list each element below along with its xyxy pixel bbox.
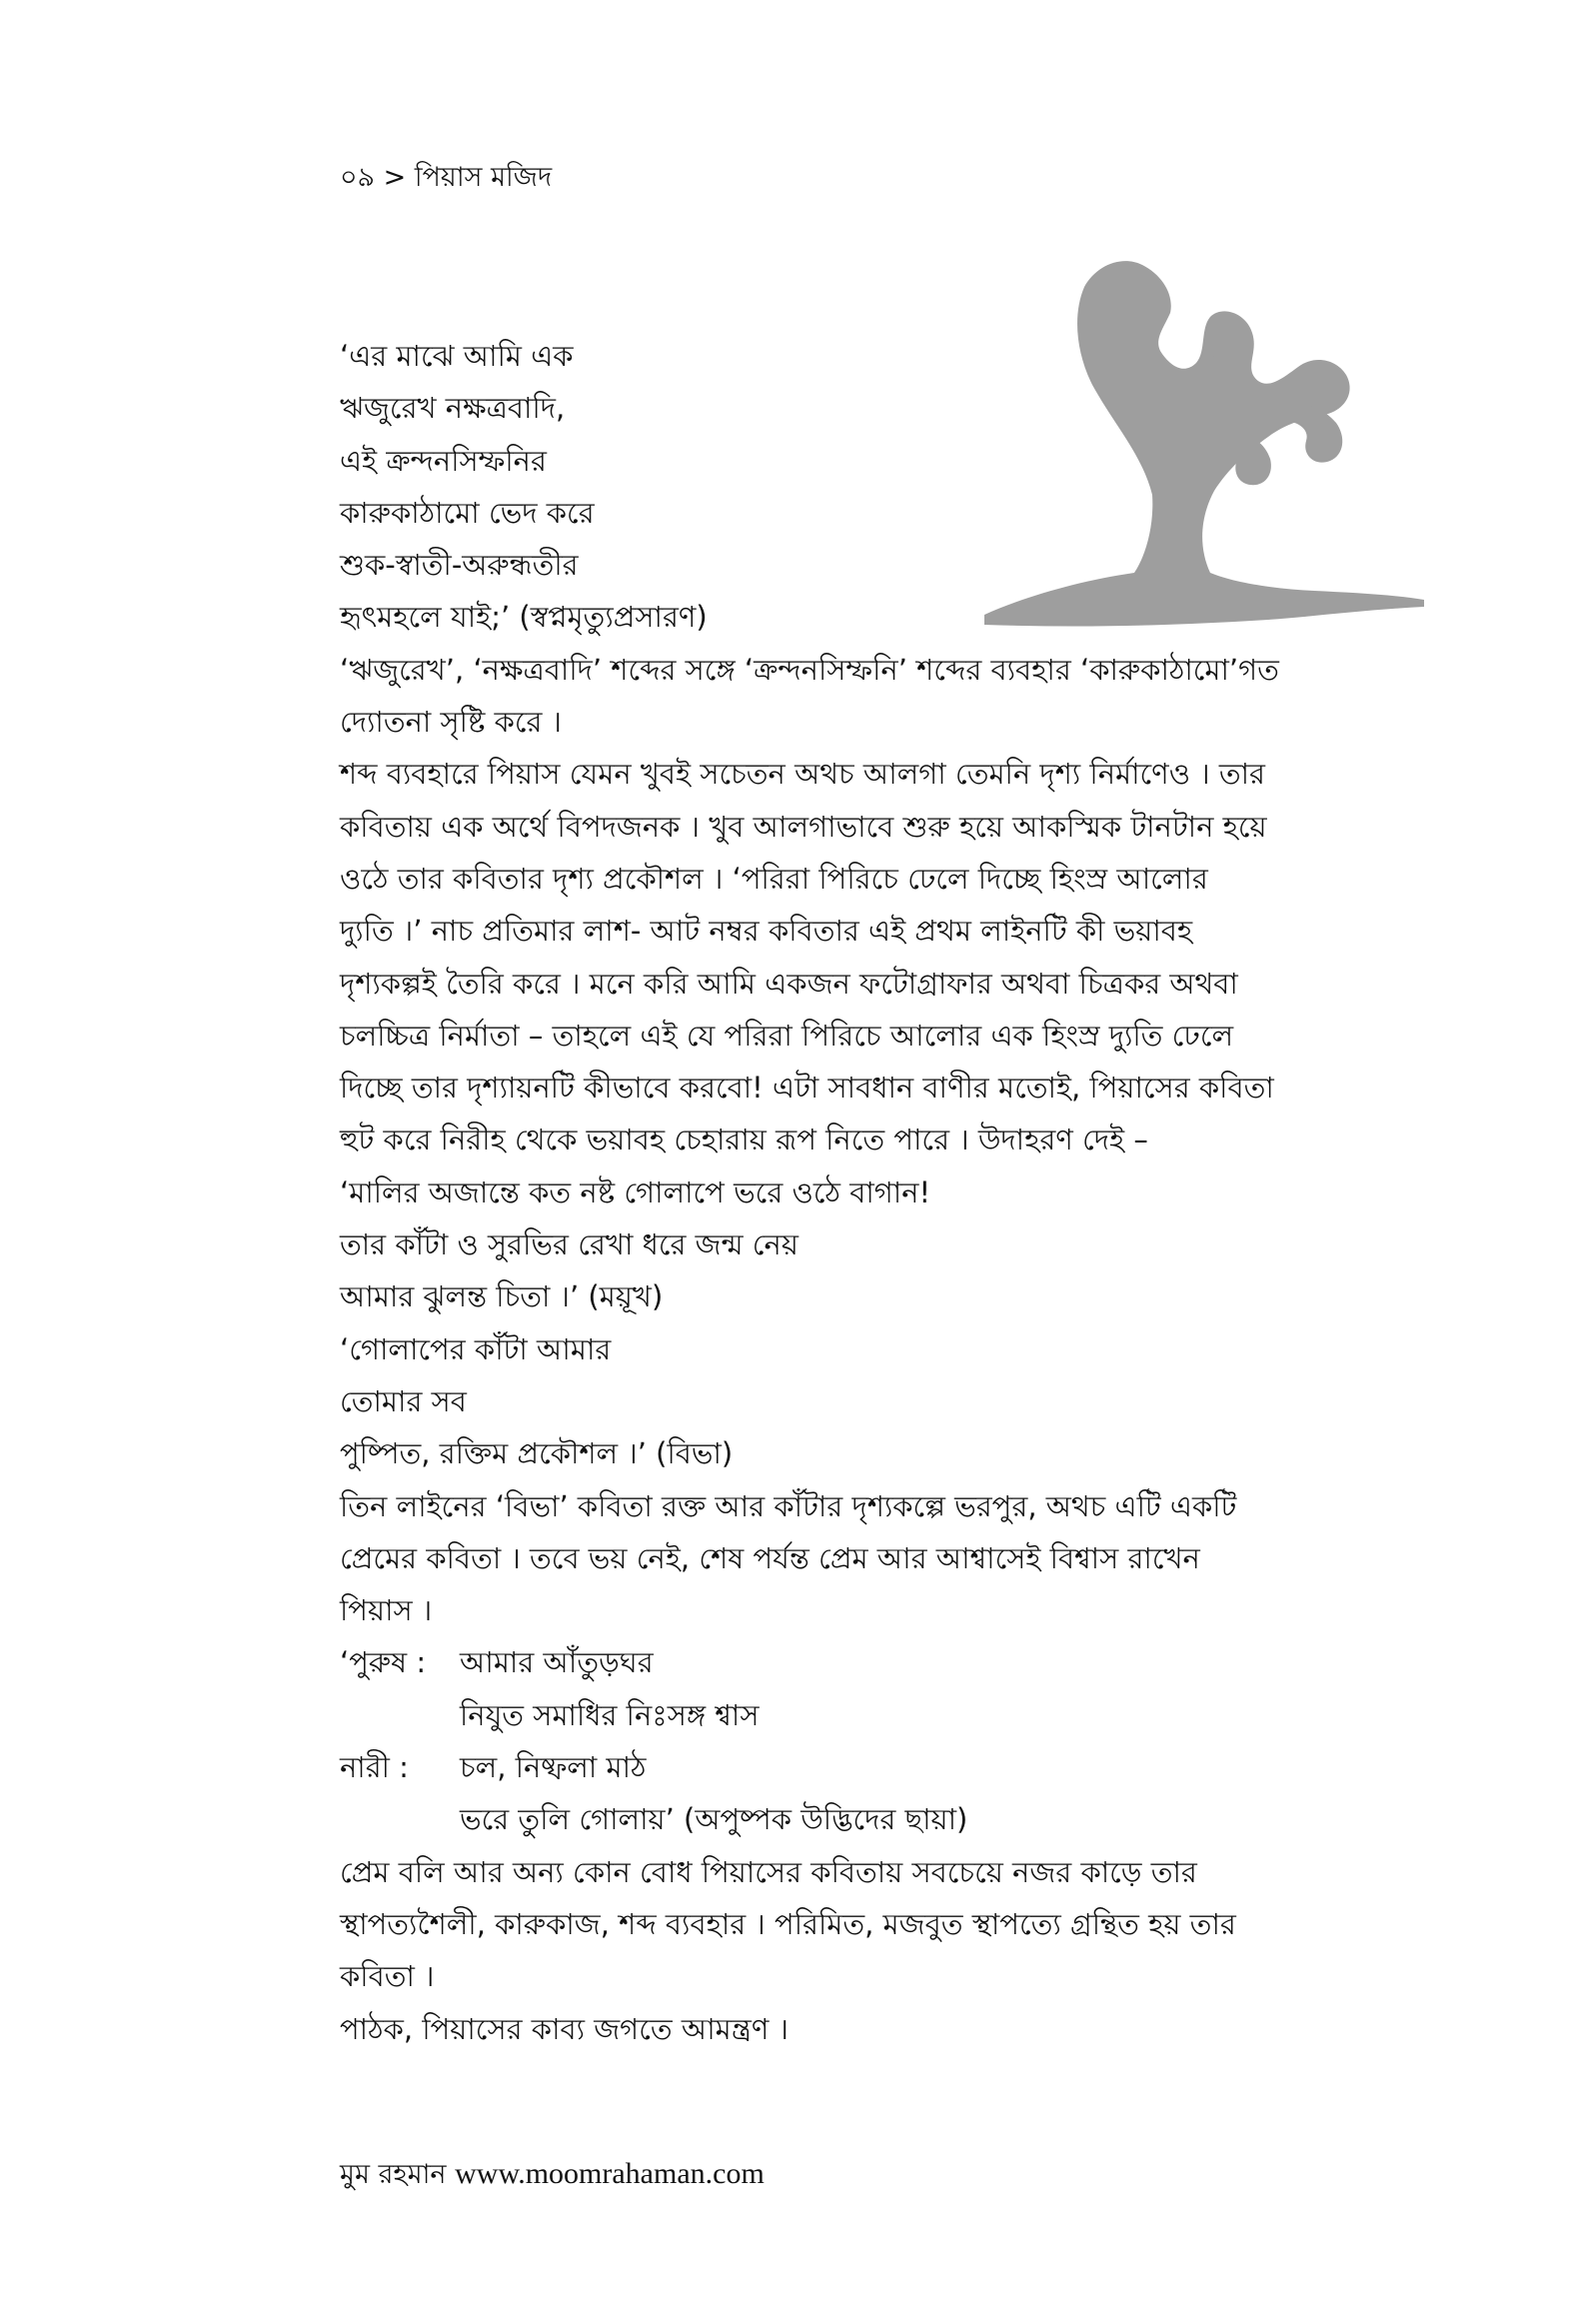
dialogue-text: চল, নিষ্ফলা মাঠ — [460, 1750, 647, 1785]
poem-excerpt — [340, 330, 1419, 644]
poem-line: তোমার সব — [340, 1383, 467, 1418]
dialogue-excerpt — [340, 1636, 1419, 1845]
dialogue-line — [340, 1793, 1419, 1845]
text-line: পিয়াস । — [340, 1593, 433, 1628]
text-line: ওঠে তার কবিতার দৃশ্য প্রকৌশল । ‘পরিরা পিরিচে ঢেলে দিচ্ছে হিংস্র আলোর — [340, 861, 1208, 896]
text-line: তিন লাইনের ‘বিভা’ কবিতা রক্ত আর কাঁটার দৃশ্যকল্পে ভরপুর, অথচ এটি একটি — [340, 1488, 1237, 1523]
poem-line: ‘গোলাপের কাঁটা আমার — [340, 1331, 612, 1366]
text-line: কবিতায় এক অর্থে বিপদজনক । খুব আলগাভাবে শুরু হয়ে আকস্মিক টানটান হয়ে — [340, 809, 1267, 844]
paragraph — [340, 644, 1419, 749]
dialogue-line — [340, 1636, 1419, 1688]
poem-line: তার কাঁটা ও সুরভির রেখা ধরে জন্ম নেয় — [340, 1227, 798, 1262]
paragraph — [340, 1846, 1419, 2003]
dialogue-text: নিযুত সমাধির নিঃসঙ্গ শ্বাস — [460, 1697, 760, 1732]
footer-url: www.moomrahaman.com — [455, 2157, 765, 2190]
paragraph — [340, 1480, 1419, 1637]
poem-line: ‘মালির অজান্তে কত নষ্ট গোলাপে ভরে ওঠে বাগান! — [340, 1174, 931, 1209]
closing-line: পাঠক, পিয়াসের কাব্য জগতে আমন্ত্রণ । — [340, 2011, 789, 2046]
poem-line: এই ক্রন্দনসিম্ফনির — [340, 443, 547, 478]
poem-line: আমার ঝুলন্ত চিতা ।’ (ময়ূখ) — [340, 1279, 664, 1314]
poem-line: কারুকাঠামো ভেদ করে — [340, 495, 595, 530]
running-head: ০৯ > পিয়াস মজিদ — [340, 162, 553, 193]
dialogue-line — [340, 1689, 1419, 1741]
poem-line: ‘এর মাঝে আমি এক — [340, 339, 574, 373]
paragraph — [340, 748, 1419, 1165]
poem-line: ঋজুরেখ নক্ষত্রবাদি, — [340, 391, 566, 426]
main-text — [340, 330, 1419, 2055]
poem-excerpt — [340, 1323, 1419, 1480]
speaker-label-nari: নারী : — [340, 1750, 409, 1785]
dialogue-text: ভরে তুলি গোলায়’ (অপুষ্পক উদ্ভিদের ছায়া) — [460, 1802, 968, 1837]
text-line: দৃশ্যকল্পই তৈরি করে । মনে করি আমি একজন ফটোগ্রাফার অথবা চিত্রকর অথবা — [340, 966, 1238, 1001]
text-line: স্থাপত্যশৈলী, কারুকাজ, শব্দ ব্যবহার । পরিমিত, মজবুত স্থাপত্যে গ্রন্থিত হয় তার — [340, 1906, 1236, 1941]
text-line: প্রেমের কবিতা । তবে ভয় নেই, শেষ পর্যন্ত প্রেম আর আশ্বাসেই বিশ্বাস রাখেন — [340, 1540, 1200, 1575]
text-line: দ্যুতি ।’ নাচ প্রতিমার লাশ- আট নম্বর কবিতার এই প্রথম লাইনটি কী ভয়াবহ — [340, 914, 1193, 949]
page-footer — [340, 2154, 765, 2195]
text-line: দিচ্ছে তার দৃশ্যায়নটি কীভাবে করবো! এটা সাবধান বাণীর মতোই, পিয়াসের কবিতা — [340, 1071, 1274, 1106]
speaker-label-purush: ‘পুরুষ : — [340, 1645, 427, 1680]
text-line: ‘ঋজুরেখ’, ‘নক্ষত্রবাদি’ শব্দের সঙ্গে ‘ক্রন্দনসিম্ফনি’ শব্দের ব্যবহার ‘কারুকাঠামো’গত — [340, 652, 1279, 687]
poem-line: হৃৎমহলে যাই;’ (স্বপ্নমৃত্যুপ্রসারণ) — [340, 600, 708, 635]
poem-line: শুক-স্বাতী-অরুন্ধতীর — [340, 548, 579, 583]
footer-author: মুম রহমান — [340, 2159, 447, 2190]
text-line: হুট করে নিরীহ থেকে ভয়াবহ চেহারায় রূপ নিতে পারে । উদাহরণ দেই – — [340, 1123, 1148, 1158]
text-line: কবিতা । — [340, 1959, 435, 1994]
dialogue-line — [340, 1741, 1419, 1793]
text-line: শব্দ ব্যবহারে পিয়াস যেমন খুবই সচেতন অথচ আলগা তেমনি দৃশ্য নির্মাণেও । তার — [340, 757, 1265, 792]
dialogue-text: আমার আঁতুড়ঘর — [460, 1645, 654, 1680]
text-line: প্রেম বলি আর অন্য কোন বোধ পিয়াসের কবিতায় সবচেয়ে নজর কাড়ে তার — [340, 1854, 1197, 1889]
poem-line: পুষ্পিত, রক্তিম প্রকৌশল ।’ (বিভা) — [340, 1436, 734, 1471]
text-line: চলচ্চিত্র নির্মাতা – তাহলে এই যে পরিরা পিরিচে আলোর এক হিংস্র দ্যুতি ঢেলে — [340, 1018, 1234, 1053]
poem-excerpt — [340, 1166, 1419, 1323]
text-line: দ্যোতনা সৃষ্টি করে । — [340, 705, 563, 740]
